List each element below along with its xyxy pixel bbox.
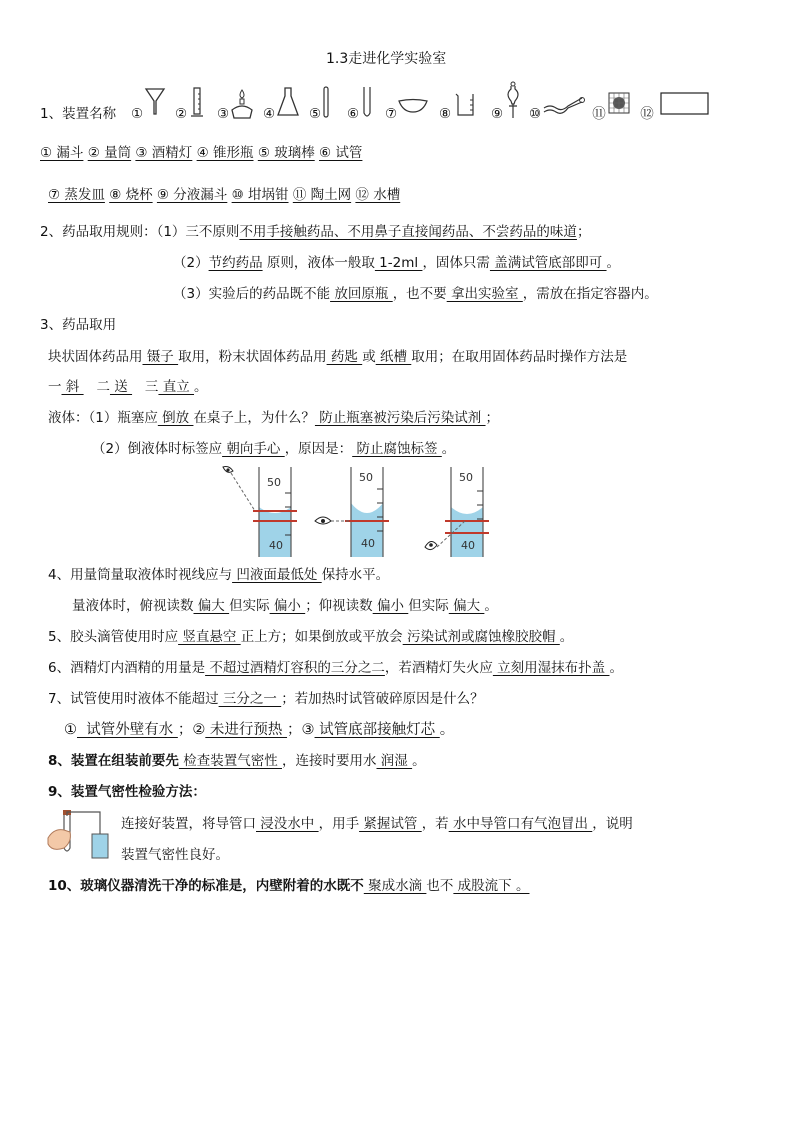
text: ；	[576, 224, 591, 240]
answer: 节约药品	[208, 255, 263, 271]
text: ，说明	[592, 816, 633, 832]
q9-line1	[121, 814, 633, 834]
answer: 偏小	[269, 598, 306, 614]
text: ，原因是：	[284, 441, 353, 457]
answer: ① 漏斗	[40, 145, 84, 161]
answer: ② 量筒	[87, 145, 132, 161]
answer: 药匙	[326, 349, 363, 365]
text: 但实际	[229, 598, 270, 614]
device-num: ⑥	[346, 106, 360, 122]
page-title: 1.3走进化学实验室	[326, 51, 447, 67]
funnel-icon	[144, 86, 166, 116]
glass-rod-icon	[322, 86, 330, 120]
q5-line	[48, 627, 573, 647]
answer: ⑫ 水槽	[355, 187, 401, 203]
text: ，连接时要用水	[282, 753, 377, 769]
q7-line1	[48, 689, 484, 709]
answer: 试管外壁有水	[77, 722, 178, 738]
alcohol-lamp-icon	[230, 88, 254, 120]
device-num: ⑪	[592, 106, 606, 122]
answer: 竖直悬空	[178, 629, 241, 645]
answer: 不超过酒精灯容积的三分之二	[205, 660, 385, 676]
eye-icon	[315, 517, 331, 524]
crucible-tongs-icon	[542, 94, 586, 116]
answer: 检查装置气密性	[178, 753, 282, 769]
text: （3）实验后的药品既不能	[173, 286, 331, 302]
scale-top: 50	[267, 476, 281, 489]
q3-solid-line2	[48, 377, 208, 397]
q3-liquid-line1	[48, 408, 499, 428]
answer: 朝向手心	[222, 441, 285, 457]
answer: 盖满试管底部即可	[489, 255, 607, 271]
text: 。	[439, 722, 455, 738]
answer: 水中导管口有气泡冒出	[448, 816, 593, 832]
q9-heading	[48, 782, 206, 802]
text: 或	[362, 349, 376, 365]
q1-answers-row2	[48, 185, 400, 205]
text: 7、试管使用时液体不能超过	[48, 691, 219, 707]
answer: ⑪ 陶土网	[292, 187, 352, 203]
text: 在桌子上，为什么？	[193, 410, 315, 426]
text: ，用手	[318, 816, 360, 832]
beaker-icon	[454, 92, 476, 118]
device-num: ③	[216, 106, 230, 122]
text: ；若加热时试管破碎原因是什么？	[281, 691, 484, 707]
text: 取用，粉末状固体药品用	[178, 349, 327, 365]
text: 8、装置在组装前要先	[48, 753, 179, 769]
text: 4、用量筒量取液体时视线应与	[48, 567, 233, 583]
cylinder-eye-level	[315, 467, 389, 557]
scale-bottom: 40	[269, 539, 283, 552]
text: ，需放在指定容器内。	[522, 286, 658, 302]
device-num: ⑨	[490, 106, 504, 122]
text: 保持水平。	[321, 567, 390, 583]
device-num: ⑤	[308, 106, 322, 122]
answer: 紧握试管	[359, 816, 422, 832]
text: 。	[559, 629, 574, 645]
answer: 偏小	[372, 598, 409, 614]
answer: 凹液面最低处	[232, 567, 322, 583]
text: ，若	[421, 816, 449, 832]
text: 5、胶头滴管使用时应	[48, 629, 179, 645]
q2-line1	[40, 222, 590, 242]
text: 2、药品取用规则：（1）三不原则	[40, 224, 240, 240]
eye-icon	[223, 467, 233, 473]
answer: 斜	[61, 379, 84, 395]
answer: 镊子	[142, 349, 179, 365]
answer: 倒放	[157, 410, 194, 426]
q1-device-row	[40, 104, 116, 124]
text: 。	[412, 753, 426, 769]
text: ①	[64, 722, 77, 738]
text: 。	[441, 441, 456, 457]
device-num: ①	[130, 106, 144, 122]
text: 液体：（1）瓶塞应	[48, 410, 158, 426]
q4-line1	[48, 565, 389, 585]
answer: 放回原瓶	[330, 286, 393, 302]
answer: ⑤ 玻璃棒	[257, 145, 315, 161]
device-num: ④	[262, 106, 276, 122]
answer: 立刻用湿抹布扑盖	[492, 660, 610, 676]
text: ，若酒精灯失火应	[384, 660, 493, 676]
scale-bottom: 40	[361, 537, 375, 550]
text: 一	[48, 379, 62, 395]
q8-line	[48, 751, 426, 771]
text: 6、酒精灯内酒精的用量是	[48, 660, 206, 676]
q6-line	[48, 658, 623, 678]
q1-label: 1、装置名称	[40, 106, 117, 122]
text: ，固体只需	[422, 255, 490, 271]
answer: ③ 酒精灯	[135, 145, 193, 161]
text: 。	[609, 660, 623, 676]
device-num: ⑩	[528, 106, 542, 122]
answer: ⑥ 试管	[319, 145, 363, 161]
q10-line	[48, 876, 529, 896]
q2-line2	[173, 253, 620, 273]
answer: 偏大	[448, 598, 485, 614]
answer: 拿出实验室	[446, 286, 523, 302]
text: 但实际	[408, 598, 449, 614]
device-num: ②	[174, 106, 188, 122]
text: （2）倒液体时标签应	[92, 441, 223, 457]
text: ，也不要	[392, 286, 447, 302]
water-trough-icon	[660, 92, 710, 116]
answer: 直立	[158, 379, 195, 395]
answer: ⑧ 烧杯	[109, 187, 153, 203]
text: 。	[194, 379, 208, 395]
text: 二	[83, 379, 110, 395]
answer: 偏大	[193, 598, 230, 614]
answer: ⑦ 蒸发皿	[48, 187, 105, 203]
answer: 不用手接触药品、不用鼻子直接闻药品、不尝药品的味道	[239, 224, 577, 240]
answer: 聚成水滴	[363, 878, 427, 894]
q2-line3	[173, 284, 658, 304]
text: ；③	[287, 722, 315, 738]
cylinder-reading-figure	[215, 463, 495, 559]
answer: 防止瓶塞被污染后污染试剂	[314, 410, 486, 426]
answer: 1-2ml	[374, 255, 423, 271]
scale-top: 50	[459, 471, 473, 484]
device-num: ⑦	[384, 106, 398, 122]
text: （2）	[173, 255, 209, 271]
conical-flask-icon	[276, 86, 300, 118]
q1-answers-row1	[40, 143, 362, 163]
q3-liquid-line2	[92, 439, 455, 459]
cylinder-looking-down	[223, 467, 297, 558]
text: 10、玻璃仪器清洗干净的标准是，内壁附着的水既不	[48, 878, 364, 894]
answer: 浸没水中	[256, 816, 319, 832]
q9-line2: 装置气密性良好。	[121, 847, 229, 863]
eye-icon	[425, 541, 437, 549]
answer: 未进行预热	[205, 722, 288, 738]
separatory-funnel-icon	[504, 80, 522, 120]
text: 。	[606, 255, 621, 271]
text: 。	[484, 598, 498, 614]
answer: 试管底部接触灯芯	[314, 722, 440, 738]
answer: 三分之一	[218, 691, 282, 707]
answer: 污染试剂或腐蚀橡胶胶帽	[402, 629, 560, 645]
text: ；仰视读数	[305, 598, 373, 614]
q4-line2	[72, 596, 498, 616]
answer: 成股流下 。	[453, 878, 530, 894]
device-num: ⑧	[438, 106, 452, 122]
text: 也不	[426, 878, 454, 894]
text: 正上方；如果倒放或平放会	[240, 629, 403, 645]
clay-gauze-icon	[608, 92, 630, 114]
text: 块状固体药品用	[48, 349, 143, 365]
q3-solid-line1	[48, 347, 627, 367]
text: 三	[132, 379, 159, 395]
answer: ⑩ 坩埚钳	[231, 187, 289, 203]
answer: 纸槽	[375, 349, 412, 365]
airtightness-test-icon	[44, 808, 114, 862]
device-num: ⑫	[640, 106, 654, 122]
text: 9、装置气密性检验方法：	[48, 784, 206, 800]
graduated-cylinder-icon	[190, 86, 204, 120]
device-pictures	[130, 86, 720, 126]
answer: ⑨ 分液漏斗	[156, 187, 228, 203]
cylinder-looking-up	[425, 467, 489, 557]
scale-bottom: 40	[461, 539, 475, 552]
evaporating-dish-icon	[398, 98, 428, 114]
text: ；②	[177, 722, 206, 738]
answer: 润湿	[376, 753, 413, 769]
text: 取用；在取用固体药品时操作方法是	[411, 349, 628, 365]
test-tube-icon	[362, 86, 372, 120]
text: 原则，液体一般取	[262, 255, 375, 271]
answer: 防止腐蚀标签	[352, 441, 442, 457]
text: 量液体时，俯视读数	[72, 598, 194, 614]
text: 连接好装置，将导管口	[121, 816, 256, 832]
scale-top: 50	[359, 471, 373, 484]
q3-heading: 3、药品取用	[40, 317, 117, 333]
answer: ④ 锥形瓶	[196, 145, 254, 161]
answer: 送	[109, 379, 133, 395]
text: ；	[485, 410, 500, 426]
q7-line2	[64, 720, 454, 740]
